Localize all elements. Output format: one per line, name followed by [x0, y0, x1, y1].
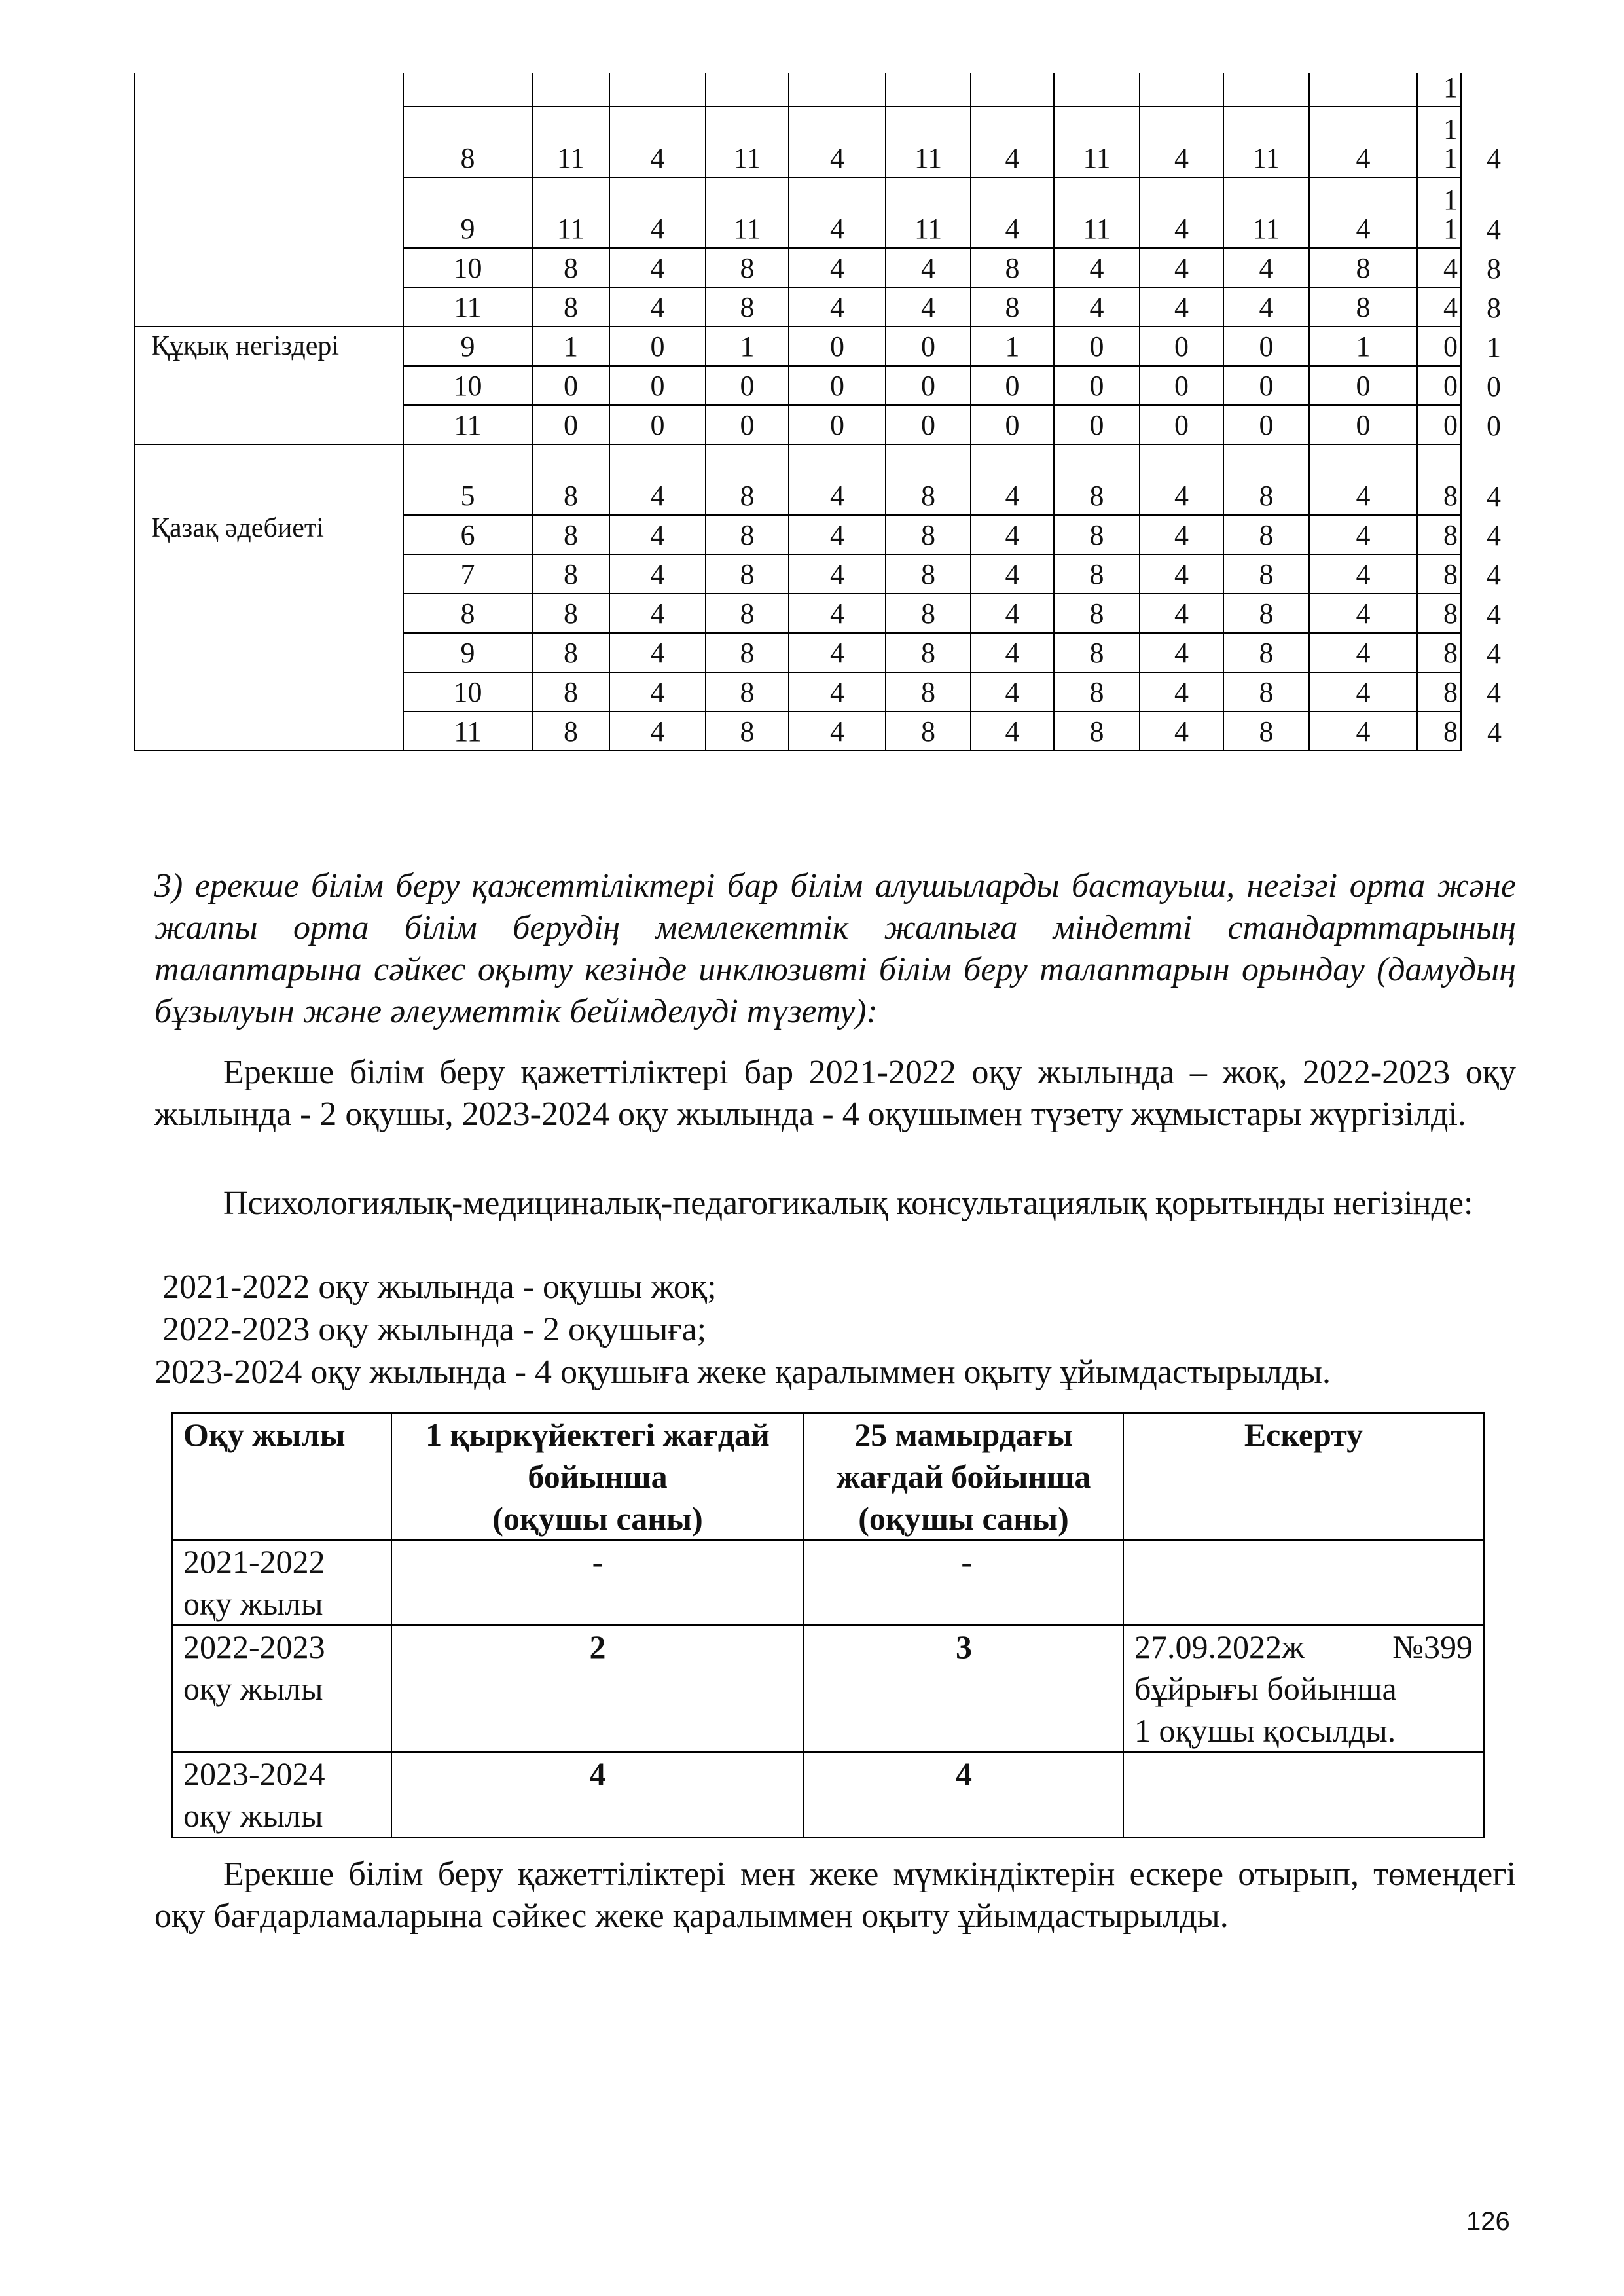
- extra-cell: 4: [1487, 480, 1501, 512]
- grade-cell: 10: [403, 366, 532, 405]
- value-cell: 8: [1223, 515, 1309, 554]
- value-cell: 0: [886, 405, 971, 444]
- value-cell: 8: [706, 672, 789, 711]
- value-cell: 4: [1140, 287, 1223, 327]
- value-cell: 4: [971, 554, 1054, 594]
- value-cell: 0: [532, 405, 609, 444]
- value-cell: 4: [1309, 594, 1417, 633]
- value-cell: 4: [971, 177, 1054, 248]
- value-cell: 8: [1417, 594, 1461, 633]
- extra-cell: 8: [1487, 292, 1501, 324]
- paragraph-programs: Ерекше білім беру қажеттіліктері мен жеке мүмкіндіктерін ескере отырып, төмендегі оқу бағдарламаларына сәйкес жеке қаралыммен оқыту ұйымдастырылды.: [154, 1856, 1516, 1935]
- value-cell: 8: [532, 594, 609, 633]
- note-cell: [1123, 1625, 1484, 1752]
- extra-cell: 4: [1487, 520, 1501, 552]
- value-cell: 0: [532, 366, 609, 405]
- value-cell: [886, 73, 971, 107]
- table-row: [172, 1752, 1484, 1837]
- list-item: 2023-2024 оқу жылында - 4 оқушыға жеке қаралыммен оқыту ұйымдастырылды.: [154, 1354, 1331, 1391]
- value-cell: 8: [532, 672, 609, 711]
- value-cell: 8: [1054, 594, 1140, 633]
- value-cell: [1417, 177, 1461, 248]
- order-number: №399: [1392, 1628, 1473, 1665]
- value-cell: 4: [789, 633, 886, 672]
- value-cell: 0: [1223, 327, 1309, 366]
- value-cell: 4: [789, 287, 886, 327]
- value-cell: 8: [1309, 248, 1417, 287]
- value-cell: [403, 73, 532, 107]
- value-cell: 8: [886, 515, 971, 554]
- value-line: 1: [1443, 184, 1458, 216]
- value-cell: 0: [1417, 327, 1461, 366]
- value-cell: 4: [1309, 711, 1417, 751]
- value-cell: [971, 73, 1054, 107]
- value-cell: 8: [1417, 711, 1461, 751]
- year-line: 2023-2024: [183, 1755, 325, 1792]
- value-cell: 4: [971, 107, 1054, 177]
- value-cell: 4: [789, 554, 886, 594]
- inclusive-education-table: [171, 1412, 1485, 1838]
- value-cell: 4: [1140, 672, 1223, 711]
- note-cell: [1123, 1540, 1484, 1625]
- header-year: Оқу жылы: [172, 1413, 391, 1540]
- sept-count: 2: [391, 1625, 804, 1752]
- value-cell: 4: [1140, 177, 1223, 248]
- value-cell: 11: [1054, 107, 1140, 177]
- value-cell: 1: [532, 327, 609, 366]
- value-line: 1: [1443, 213, 1458, 245]
- value-cell: 8: [886, 594, 971, 633]
- value-cell: 8: [886, 633, 971, 672]
- value-cell: 8: [1054, 711, 1140, 751]
- grade-cell: 10: [403, 248, 532, 287]
- value-cell: 8: [1417, 554, 1461, 594]
- value-cell: 4: [1417, 248, 1461, 287]
- value-cell: 8: [1223, 594, 1309, 633]
- value-cell: 1: [1309, 327, 1417, 366]
- value-cell: 8: [706, 248, 789, 287]
- note-line: бұйрығы бойынша: [1134, 1670, 1397, 1707]
- value-cell: 4: [1140, 554, 1223, 594]
- value-cell: 0: [1417, 405, 1461, 444]
- year-line: оқу жылы: [183, 1670, 323, 1707]
- value-cell: 8: [532, 444, 609, 515]
- value-cell: [1417, 107, 1461, 177]
- value-cell: 0: [789, 405, 886, 444]
- value-cell: 8: [532, 633, 609, 672]
- grade-cell: 11: [403, 405, 532, 444]
- value-cell: 8: [1054, 515, 1140, 554]
- value-cell: 0: [1309, 366, 1417, 405]
- value-cell: 8: [706, 633, 789, 672]
- header-may-line: жағдай бойынша: [836, 1458, 1091, 1495]
- value-cell: 4: [609, 107, 706, 177]
- value-cell: 4: [1140, 444, 1223, 515]
- subject-cell: [135, 73, 403, 327]
- value-cell: 4: [789, 515, 886, 554]
- sept-count: -: [391, 1540, 804, 1625]
- header-sept-line: бойынша: [528, 1458, 668, 1495]
- subject-cell: Құқық негіздері: [135, 327, 403, 444]
- value-cell: 8: [971, 287, 1054, 327]
- may-count: 4: [804, 1752, 1123, 1837]
- year-cell: [172, 1625, 391, 1752]
- value-cell: 8: [1223, 711, 1309, 751]
- header-note: Ескерту: [1123, 1413, 1484, 1540]
- sept-count: 4: [391, 1752, 804, 1837]
- grade-cell: 9: [403, 633, 532, 672]
- value-cell: 0: [1054, 366, 1140, 405]
- value-cell: 4: [609, 444, 706, 515]
- value-cell: 0: [609, 366, 706, 405]
- year-cell: [172, 1752, 391, 1837]
- year-line: 2022-2023: [183, 1628, 325, 1665]
- extra-cell: 4: [1487, 637, 1501, 670]
- section-heading: 3) ерекше білім беру қажеттіліктері бар білім алушыларды бастауыш, негізгі орта және жалпы орта білім берудің мемлекеттік жалпыға міндетті стандарттарының талаптарына сәйкес оқыту кезінде инклюзивті білім беру талаптарын орындау (дамудың бұзылуын және әлеуметтік бейімделуді түзету):: [154, 867, 1516, 1030]
- value-cell: 8: [1054, 633, 1140, 672]
- value-cell: 0: [1140, 366, 1223, 405]
- value-cell: [789, 73, 886, 107]
- value-cell: 4: [609, 248, 706, 287]
- grade-cell: 8: [403, 107, 532, 177]
- value-cell: 4: [789, 672, 886, 711]
- value-cell: 0: [1309, 405, 1417, 444]
- value-cell: 4: [789, 248, 886, 287]
- value-cell: 4: [789, 444, 886, 515]
- grade-cell: 9: [403, 327, 532, 366]
- value-cell: 8: [706, 515, 789, 554]
- value-cell: 4: [609, 594, 706, 633]
- value-cell: 8: [532, 515, 609, 554]
- value-cell: 4: [971, 711, 1054, 751]
- value-cell: 4: [789, 177, 886, 248]
- value-cell: 8: [1417, 515, 1461, 554]
- value-cell: 0: [886, 366, 971, 405]
- value-cell: 0: [609, 327, 706, 366]
- value-cell: 0: [1223, 366, 1309, 405]
- value-cell: 0: [789, 327, 886, 366]
- value-cell: 11: [886, 107, 971, 177]
- value-cell: 8: [706, 554, 789, 594]
- value-cell: 4: [1223, 287, 1309, 327]
- value-cell: 0: [886, 327, 971, 366]
- value-cell: 4: [789, 107, 886, 177]
- value-cell: 4: [1417, 287, 1461, 327]
- value-cell: 0: [971, 405, 1054, 444]
- value-cell: 8: [532, 248, 609, 287]
- value-cell: 8: [1417, 672, 1461, 711]
- value-cell: 8: [1223, 672, 1309, 711]
- header-may: [804, 1413, 1123, 1540]
- value-cell: 4: [1140, 594, 1223, 633]
- value-cell: 4: [1309, 554, 1417, 594]
- value-cell: 8: [1223, 554, 1309, 594]
- value-cell: 8: [706, 444, 789, 515]
- value-cell: 11: [706, 177, 789, 248]
- value-cell: 4: [789, 594, 886, 633]
- year-line: оқу жылы: [183, 1585, 323, 1622]
- value-cell: [1309, 73, 1417, 107]
- table-row: [172, 1625, 1484, 1752]
- value-cell: 8: [1417, 444, 1461, 515]
- value-cell: [706, 73, 789, 107]
- value-cell: 4: [1309, 107, 1417, 177]
- extra-cell: 1: [1487, 331, 1501, 363]
- header-may-line: (оқушы саны): [858, 1500, 1069, 1537]
- grade-cell: 11: [403, 287, 532, 327]
- subject-cell: Қазақ әдебиеті: [135, 444, 403, 751]
- value-cell: 8: [706, 287, 789, 327]
- order-date: 27.09.2022ж: [1134, 1628, 1305, 1665]
- table-row: [135, 73, 1507, 107]
- note-cell: [1123, 1752, 1484, 1837]
- value-cell: 8: [1417, 633, 1461, 672]
- extra-cell: 4: [1487, 213, 1501, 245]
- value-cell: 4: [971, 515, 1054, 554]
- value-cell: 8: [886, 711, 971, 751]
- value-cell: 4: [609, 177, 706, 248]
- value-cell: 0: [609, 405, 706, 444]
- value-cell: 8: [1054, 444, 1140, 515]
- value-cell: 4: [609, 554, 706, 594]
- grade-distribution-table: [134, 73, 1507, 751]
- value-cell: 11: [1223, 177, 1309, 248]
- note-line: 1 оқушы қосылды.: [1134, 1712, 1396, 1749]
- value-cell: 4: [1140, 107, 1223, 177]
- value-cell: 4: [1309, 633, 1417, 672]
- value-cell: 4: [609, 287, 706, 327]
- value-cell: 4: [1140, 248, 1223, 287]
- value-cell: 4: [609, 515, 706, 554]
- paragraph-special-needs: Ерекше білім беру қажеттіліктері бар 2021-2022 оқу жылында – жоқ, 2022-2023 оқу жылында - 2 оқушы, 2023-2024 оқу жылында - 4 оқушымен түзету жұмыстары жүргізілді.: [154, 1054, 1516, 1133]
- value-line: 1: [1443, 142, 1458, 174]
- page-number: 126: [1466, 2207, 1510, 2236]
- year-cell: [172, 1540, 391, 1625]
- may-count: 3: [804, 1625, 1123, 1752]
- value-cell: 4: [971, 594, 1054, 633]
- value-cell: 4: [971, 672, 1054, 711]
- value-cell: 0: [1140, 405, 1223, 444]
- table-header-row: [172, 1413, 1484, 1540]
- extra-cell: 0: [1487, 370, 1501, 403]
- value-cell: 0: [1140, 327, 1223, 366]
- value-cell: 8: [706, 711, 789, 751]
- value-cell: 8: [532, 711, 609, 751]
- value-cell: [1140, 73, 1223, 107]
- extra-cell: 0: [1487, 410, 1501, 442]
- value-cell: 0: [1054, 327, 1140, 366]
- value-cell: [609, 73, 706, 107]
- table-row: [135, 444, 1507, 515]
- paragraph-consultation: Психологиялық-медициналық-педагогикалық консультациялық қорытынды негізінде:: [223, 1185, 1473, 1222]
- header-sept-line: 1 қыркүйектегі жағдай: [425, 1416, 770, 1453]
- value-cell: 4: [1223, 248, 1309, 287]
- value-cell: 11: [1054, 177, 1140, 248]
- value-line: 1: [1443, 113, 1458, 145]
- header-sept-line: (оқушы саны): [492, 1500, 703, 1537]
- value-cell: 8: [532, 287, 609, 327]
- table-row: [172, 1540, 1484, 1625]
- value-cell: 8: [1223, 444, 1309, 515]
- value-cell: 4: [789, 711, 886, 751]
- value-cell: 4: [1140, 633, 1223, 672]
- value-cell: 4: [609, 711, 706, 751]
- value-cell: [1054, 73, 1140, 107]
- may-count: -: [804, 1540, 1123, 1625]
- extra-cell: 4: [1487, 677, 1501, 709]
- value-cell: 0: [1223, 405, 1309, 444]
- value-cell: 4: [1309, 444, 1417, 515]
- value-cell: [532, 73, 609, 107]
- grade-cell: 7: [403, 554, 532, 594]
- value-cell: 4: [971, 633, 1054, 672]
- value-cell: 4: [1309, 672, 1417, 711]
- grade-cell: 11: [403, 711, 532, 751]
- table-row: [135, 327, 1507, 366]
- value-cell: 4: [971, 444, 1054, 515]
- value-cell: 11: [886, 177, 971, 248]
- value-cell: 8: [1223, 633, 1309, 672]
- grade-cell: 6: [403, 515, 532, 554]
- value-cell: 8: [886, 554, 971, 594]
- value-cell: 1: [706, 327, 789, 366]
- grade-cell: 9: [403, 177, 532, 248]
- value-cell: 4: [1309, 177, 1417, 248]
- value-cell: 0: [1417, 366, 1461, 405]
- value-cell: 4: [609, 672, 706, 711]
- value-cell: 11: [532, 177, 609, 248]
- value-cell: 0: [971, 366, 1054, 405]
- header-sept: [391, 1413, 804, 1540]
- value-cell: 4: [1309, 515, 1417, 554]
- value-cell: 8: [706, 594, 789, 633]
- extra-cell: 4: [1487, 598, 1501, 630]
- value-cell: 8: [1309, 287, 1417, 327]
- value-cell: 4: [609, 633, 706, 672]
- grade-cell: 5: [403, 444, 532, 515]
- value-cell: 0: [706, 405, 789, 444]
- value-cell: 1: [971, 327, 1054, 366]
- value-cell: 8: [886, 444, 971, 515]
- value-cell: 4: [1054, 248, 1140, 287]
- value-cell: 8: [971, 248, 1054, 287]
- value-cell: 4: [1140, 711, 1223, 751]
- value-cell: 8: [1054, 554, 1140, 594]
- grade-cell: 10: [403, 672, 532, 711]
- extra-cell: 8: [1487, 253, 1501, 285]
- list-item: 2021-2022 оқу жылында - оқушы жоқ;: [162, 1268, 717, 1306]
- extra-cell: 4: [1487, 143, 1501, 175]
- value-cell: 8: [532, 554, 609, 594]
- note-line: [1134, 1626, 1473, 1668]
- value-cell: 0: [706, 366, 789, 405]
- value-cell: 8: [1054, 672, 1140, 711]
- value-cell: 8: [886, 672, 971, 711]
- value-cell: 4: [1140, 515, 1223, 554]
- value-cell: 0: [1054, 405, 1140, 444]
- year-line: 2021-2022: [183, 1543, 325, 1580]
- value-cell: 0: [789, 366, 886, 405]
- year-line: оқу жылы: [183, 1797, 323, 1834]
- value-cell: 4: [886, 287, 971, 327]
- value-cell: 11: [1223, 107, 1309, 177]
- value-cell: 4: [886, 248, 971, 287]
- extra-cell: 4: [1487, 716, 1502, 748]
- value-cell: 1: [1417, 73, 1461, 107]
- value-cell: [1223, 73, 1309, 107]
- extra-cell: [1461, 73, 1507, 107]
- list-item: 2022-2023 оқу жылында - 2 оқушыға;: [162, 1311, 707, 1348]
- value-cell: 11: [532, 107, 609, 177]
- header-may-line: 25 мамырдағы: [854, 1416, 1073, 1453]
- value-cell: 4: [1054, 287, 1140, 327]
- value-cell: 11: [706, 107, 789, 177]
- grade-cell: 8: [403, 594, 532, 633]
- extra-cell: 4: [1487, 559, 1501, 591]
